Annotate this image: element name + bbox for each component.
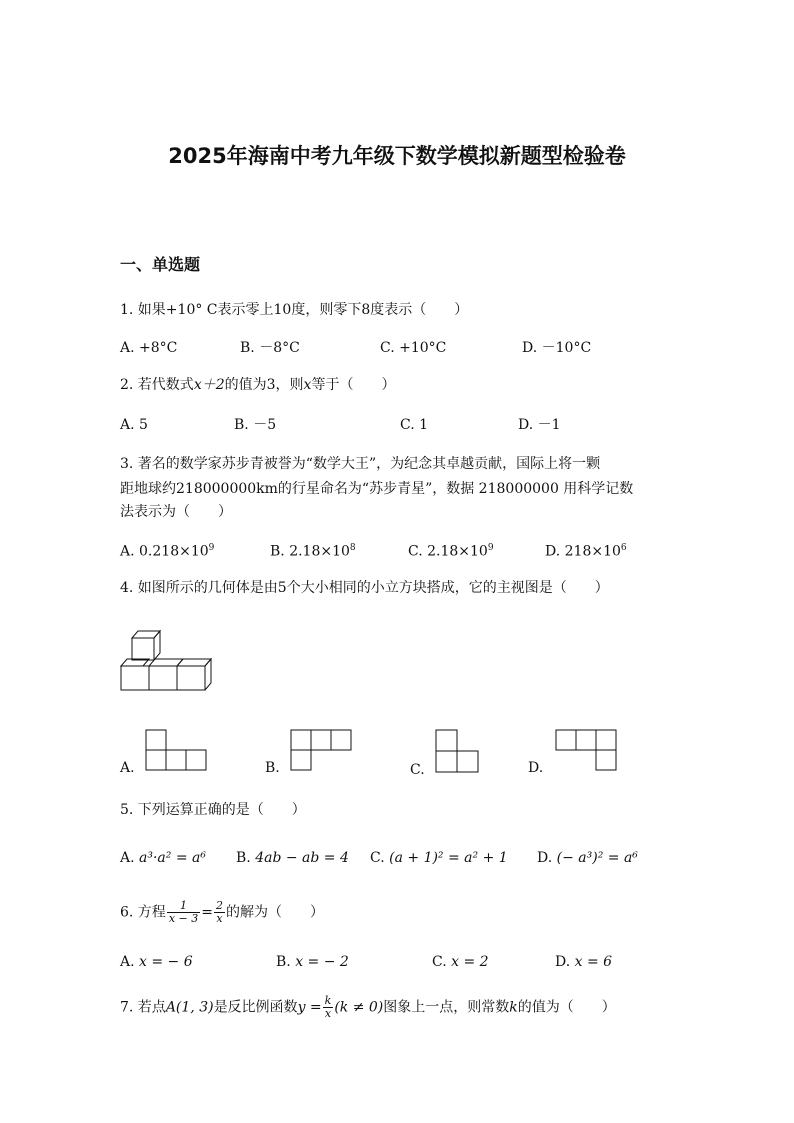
q4-option-c-label: C. [410, 762, 425, 778]
question-3-line-2: 距地球约218000000km的行星命名为“苏步青星”，数据 218000000 用科学记数 [120, 481, 634, 497]
question-5-stem: 5. 下列运算正确的是（ ） [120, 802, 306, 818]
q1-option-d: D. －10°C [522, 340, 592, 356]
question-2-stem [120, 375, 395, 395]
q5-option-a: A. a³·a² = a⁶ [120, 850, 206, 866]
q2-option-c: C. 1 [400, 417, 429, 433]
page-title: 2025年海南中考九年级下数学模拟新题型检验卷 [168, 144, 626, 168]
q4-option-a-figure [145, 729, 207, 771]
q4-option-b-figure [290, 729, 352, 771]
q5-option-d: D. (− a³)² = a⁶ [537, 850, 638, 866]
q5-option-c: C. (a + 1)² = a² + 1 [370, 850, 508, 866]
question-6-stem: 6. 方程 $\frac{1}{x - 3}$ = $\frac{2}{x}$ 的解为（ ） [120, 899, 324, 925]
q3-option-b: B. $2.18\times 10^8$ [270, 543, 356, 560]
q3-option-d: D. $218\times 10^6$ [545, 543, 627, 560]
q2-option-d: D. －1 [518, 417, 561, 433]
question-7-stem: 7. 若点A(1, 3)是反比例函数y = $\frac{k}{x}$ (k ≠ 0)图象上一点，则常数k的值为（ ） [120, 994, 616, 1020]
q6-fraction-1: $\frac{1}{x - 3}$ [168, 899, 199, 925]
q3-option-c: C. $2.18\times 10^9$ [408, 543, 494, 560]
q4-option-d-figure [555, 729, 617, 771]
q4-option-b-label: B. [265, 760, 280, 776]
q4-option-c-figure [435, 729, 479, 773]
q2-option-b: B. －5 [234, 417, 277, 433]
q1-option-a: A. +8°C [120, 340, 178, 356]
q5-option-b: B. 4ab − ab = 4 [236, 850, 349, 866]
q2-expression: x＋2 [193, 377, 225, 393]
q2-prefix: 2. 若代数式 [120, 377, 194, 393]
q2-option-a: A. 5 [120, 417, 148, 433]
q6-option-d: D. x = 6 [555, 954, 613, 970]
q2-variable: x [303, 377, 312, 393]
q6-option-c: C. x = 2 [432, 954, 489, 970]
q2-mid: 的值为3，则 [224, 377, 304, 393]
question-3-line-3: 法表示为（ ） [120, 504, 232, 520]
q3-option-a: A. $0.218\times 10^9$ [120, 543, 215, 560]
q4-option-d-label: D. [528, 760, 544, 776]
q6-option-b: B. x = − 2 [276, 954, 349, 970]
question-3-line-1: 3. 著名的数学家苏步青被誉为“数学大王”，为纪念其卓越贡献，国际上将一颗 [120, 456, 601, 472]
q4-option-a-label: A. [120, 760, 135, 776]
q6-option-a: A. x = − 6 [120, 954, 193, 970]
question-4-stem: 4. 如图所示的几何体是由5个大小相同的小立方块搭成，它的主视图是（ ） [120, 580, 609, 596]
q1-option-c: C. +10°C [380, 340, 447, 356]
q1-option-b: B. －8°C [240, 340, 300, 356]
q6-fraction-2: $\frac{2}{x}$ [215, 899, 223, 925]
q7-point: A(1, 3) [165, 999, 214, 1016]
question-1-stem: 1. 如果+10° C表示零上10度，则零下8度表示（ ） [120, 302, 469, 318]
section-heading: 一、单选题 [120, 255, 201, 274]
cube-figure [118, 626, 218, 696]
q2-suffix: 等于（ ） [311, 377, 396, 393]
q7-function-fraction: $\frac{k}{x}$ [324, 994, 332, 1020]
